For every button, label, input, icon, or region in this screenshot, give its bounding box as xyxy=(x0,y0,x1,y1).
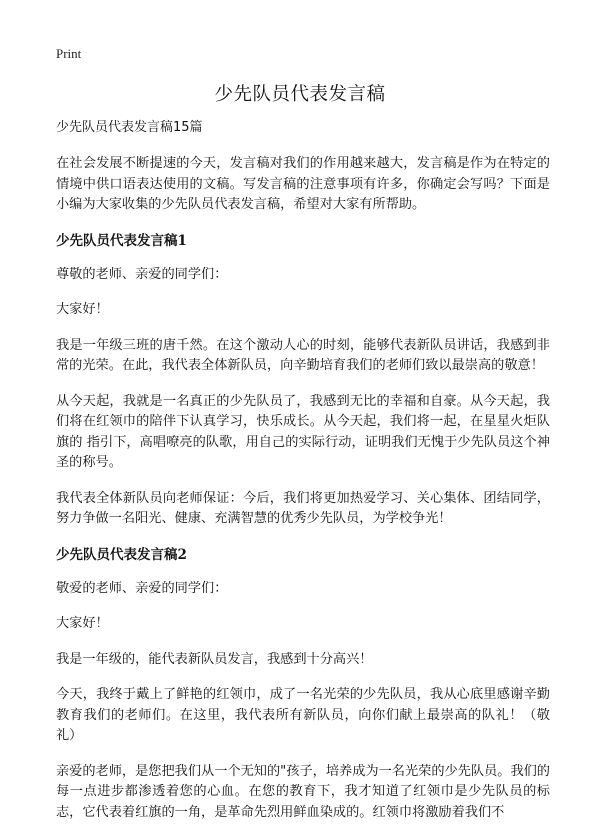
body-paragraph: 我是一年级的，能代表新队员发言，我感到十分高兴！ xyxy=(56,651,373,667)
section-heading: 少先队员代表发言稿1 xyxy=(56,232,187,249)
body-paragraph: 我代表全体新队员向老师保证：今后，我们将更加热爱学习、关心集体、团结同学，努力争做一名阳光、健康、充满智慧的优秀少先队员，为学校争光！ xyxy=(56,490,550,526)
greeting: 大家好！ xyxy=(56,616,109,631)
intro-paragraph: 在社会发展不断提速的今天，发言稿对我们的作用越来越大，发言稿是作为在特定的情境中供口语表达使用的文稿。写发言稿的注意事项有许多，你确定会写吗？下面是小编为大家收集的少先队员代表发言稿，希望对大家有所帮助。 xyxy=(56,156,550,212)
document-subtitle: 少先队员代表发言稿15篇 xyxy=(56,120,203,135)
print-label: Print xyxy=(56,46,82,61)
greeting: 大家好！ xyxy=(56,302,109,317)
document-title: 少先队员代表发言稿 xyxy=(214,84,386,105)
body-paragraph: 从今天起，我就是一名真正的少先队员了，我感到无比的幸福和自豪。从今天起，我们将在红领巾的陪伴下认真学习，快乐成长。从今天起，我们将一起，在星星火炬队旗的 指引下，高唱嘹亮的队歌，用自己的实际行动，证明我们无愧于少先队员这个神圣的称号。 xyxy=(56,393,550,470)
body-paragraph: 我是一年级三班的唐千然。在这个激动人心的时刻，能够代表新队员讲话，我感到非常的光荣。在此，我代表全体新队员，向辛勤培育我们的老师们致以最崇高的敬意！ xyxy=(56,337,550,373)
section-heading: 少先队员代表发言稿2 xyxy=(56,546,187,563)
document-body xyxy=(56,118,550,828)
body-paragraph: 今天，我终于戴上了鲜艳的红领巾，成了一名光荣的少先队员，我从心底里感谢辛勤教育我们的老师们。在这里，我代表所有新队员，向你们献上最崇高的队礼！（敬礼） xyxy=(56,687,550,743)
salutation: 尊敬的老师、亲爱的同学们： xyxy=(56,266,228,282)
body-paragraph: 亲爱的老师，是您把我们从一个无知的"孩子，培养成为一名光荣的少先队员。我们的每一点进步都渗透着您的心血。在您的教育下，我才知道了红领巾是少先队员的标志，它代表着红旗的一角，是革命先烈用鲜血染成的。红领巾将激励着我们不 xyxy=(56,763,550,820)
salutation: 敬爱的老师、亲爱的同学们： xyxy=(56,580,228,596)
